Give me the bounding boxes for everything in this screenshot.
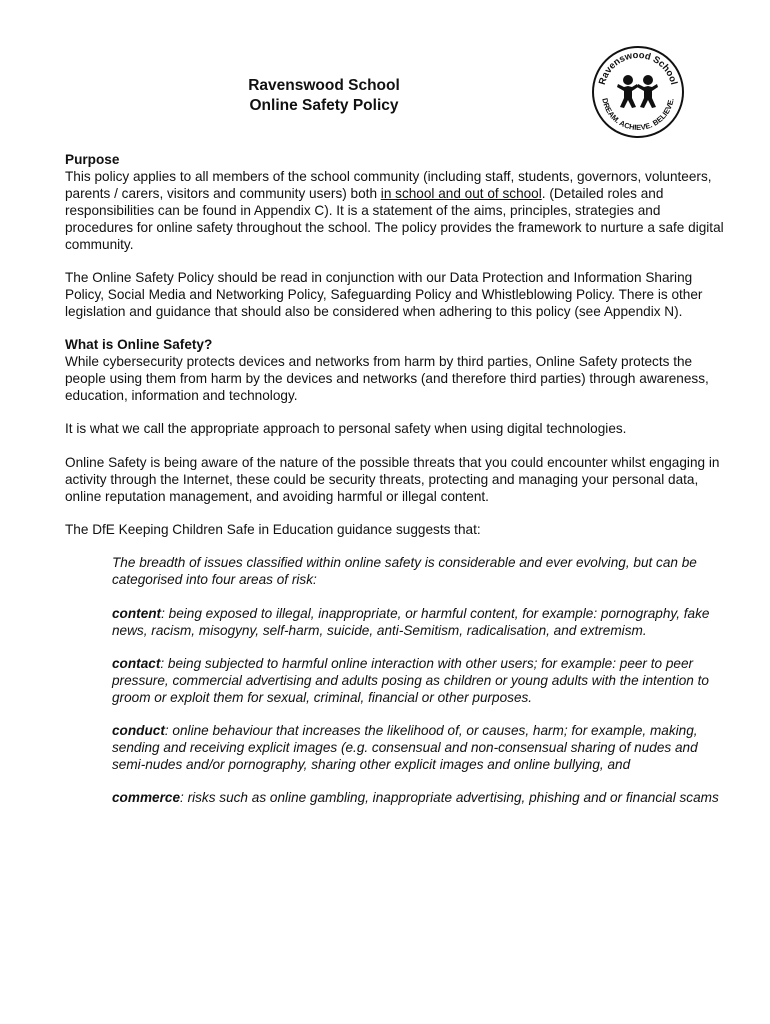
- risk-commerce: [112, 790, 734, 807]
- risk-term: conduct: [112, 723, 165, 739]
- purpose-paragraph-2: The Online Safety Policy should be read in conjunction with our Data Protection and Information Sharing Policy, Social Media and Networking Policy, Safeguarding Policy and Whistleblowing Policy. There is other legislation and guidance that should also be considered when adhering to this policy (see Appendix N).: [65, 269, 703, 319]
- risk-content: [112, 606, 734, 640]
- risk-description: : risks such as online gambling, inappropriate advertising, phishing and or financial scams: [180, 790, 719, 806]
- policy-body: [65, 152, 730, 807]
- what-is-paragraph-1: While cybersecurity protects devices and networks from harm by third parties, Online Safety protects the people using them from harm by the devices and networks (and therefore third parties) through awareness, education, information and technology.: [65, 354, 709, 403]
- purpose-paragraph-1: [65, 169, 730, 254]
- risk-description: : being exposed to illegal, inappropriate, or harmful content, for example: pornography, fake news, racism, misogyny, self-harm, suicide, anti-Semitism, radicalisation, and extremism.: [112, 605, 710, 638]
- policy-name: Online Safety Policy: [249, 97, 399, 114]
- risk-term: content: [112, 605, 162, 621]
- purpose-text-a: This policy applies to all members of the school community (including staff, students, governors, volunteers, parents / carers, visitors and community users) both: [65, 168, 712, 201]
- risk-term: commerce: [112, 790, 181, 806]
- risk-conduct: [112, 723, 734, 774]
- document-title: [200, 76, 448, 116]
- risk-contact: [112, 656, 734, 707]
- purpose-underlined-scope: in school and out of school: [380, 185, 542, 201]
- what-is-paragraph-2: It is what we call the appropriate approach to personal safety when using digital technologies.: [65, 421, 627, 437]
- risk-term: contact: [112, 655, 161, 671]
- school-name: Ravenswood School: [248, 77, 400, 94]
- school-logo: [590, 44, 686, 140]
- what-is-paragraph-3: Online Safety is being aware of the nature of the possible threats that you could encounter whilst engaging in activity through the Internet, these could be security threats, protecting and managing your personal data, online reputation management, and avoiding harmful or illegal content.: [65, 454, 720, 504]
- what-is-paragraph-4: The DfE Keeping Children Safe in Education guidance suggests that:: [65, 521, 481, 537]
- logo-top-text: Ravenswood School: [596, 49, 680, 87]
- svg-text:Ravenswood School: [597, 50, 679, 86]
- risk-description: : online behaviour that increases the likelihood of, or causes, harm; for example, making, sending and receiving explicit images (e.g. consensual and non-consensual sharing of nudes and semi-nudes and/or pornography, sharing other explicit images and online bullying, and: [112, 723, 698, 772]
- svg-text:DREAM. ACHIEVE. BELIEVE.: [600, 97, 675, 132]
- children-figures-icon: [617, 75, 658, 108]
- kcsie-quote: [112, 555, 734, 807]
- purpose-text-b: . (Detailed roles and responsibilities can be found in Appendix C). It is a statement of the aims, principles, strategies and procedures for online safety throughout the school. The policy provides the framework to nurture a safe digital community.: [65, 185, 724, 252]
- purpose-heading: Purpose: [65, 152, 120, 167]
- logo-bottom-text: DREAM. ACHIEVE. BELIEVE.: [600, 97, 676, 133]
- risk-description: : being subjected to harmful online interaction with other users; for example: peer to peer pressure, commercial advertising and adults posing as children or young adults with the intention to groom or exploit them for sexual, criminal, financial or other purposes.: [112, 655, 709, 705]
- what-is-heading: What is Online Safety?: [65, 337, 213, 353]
- quote-intro: The breadth of issues classified within online safety is considerable and ever evolving, but can be categorised into four areas of risk:: [112, 555, 697, 588]
